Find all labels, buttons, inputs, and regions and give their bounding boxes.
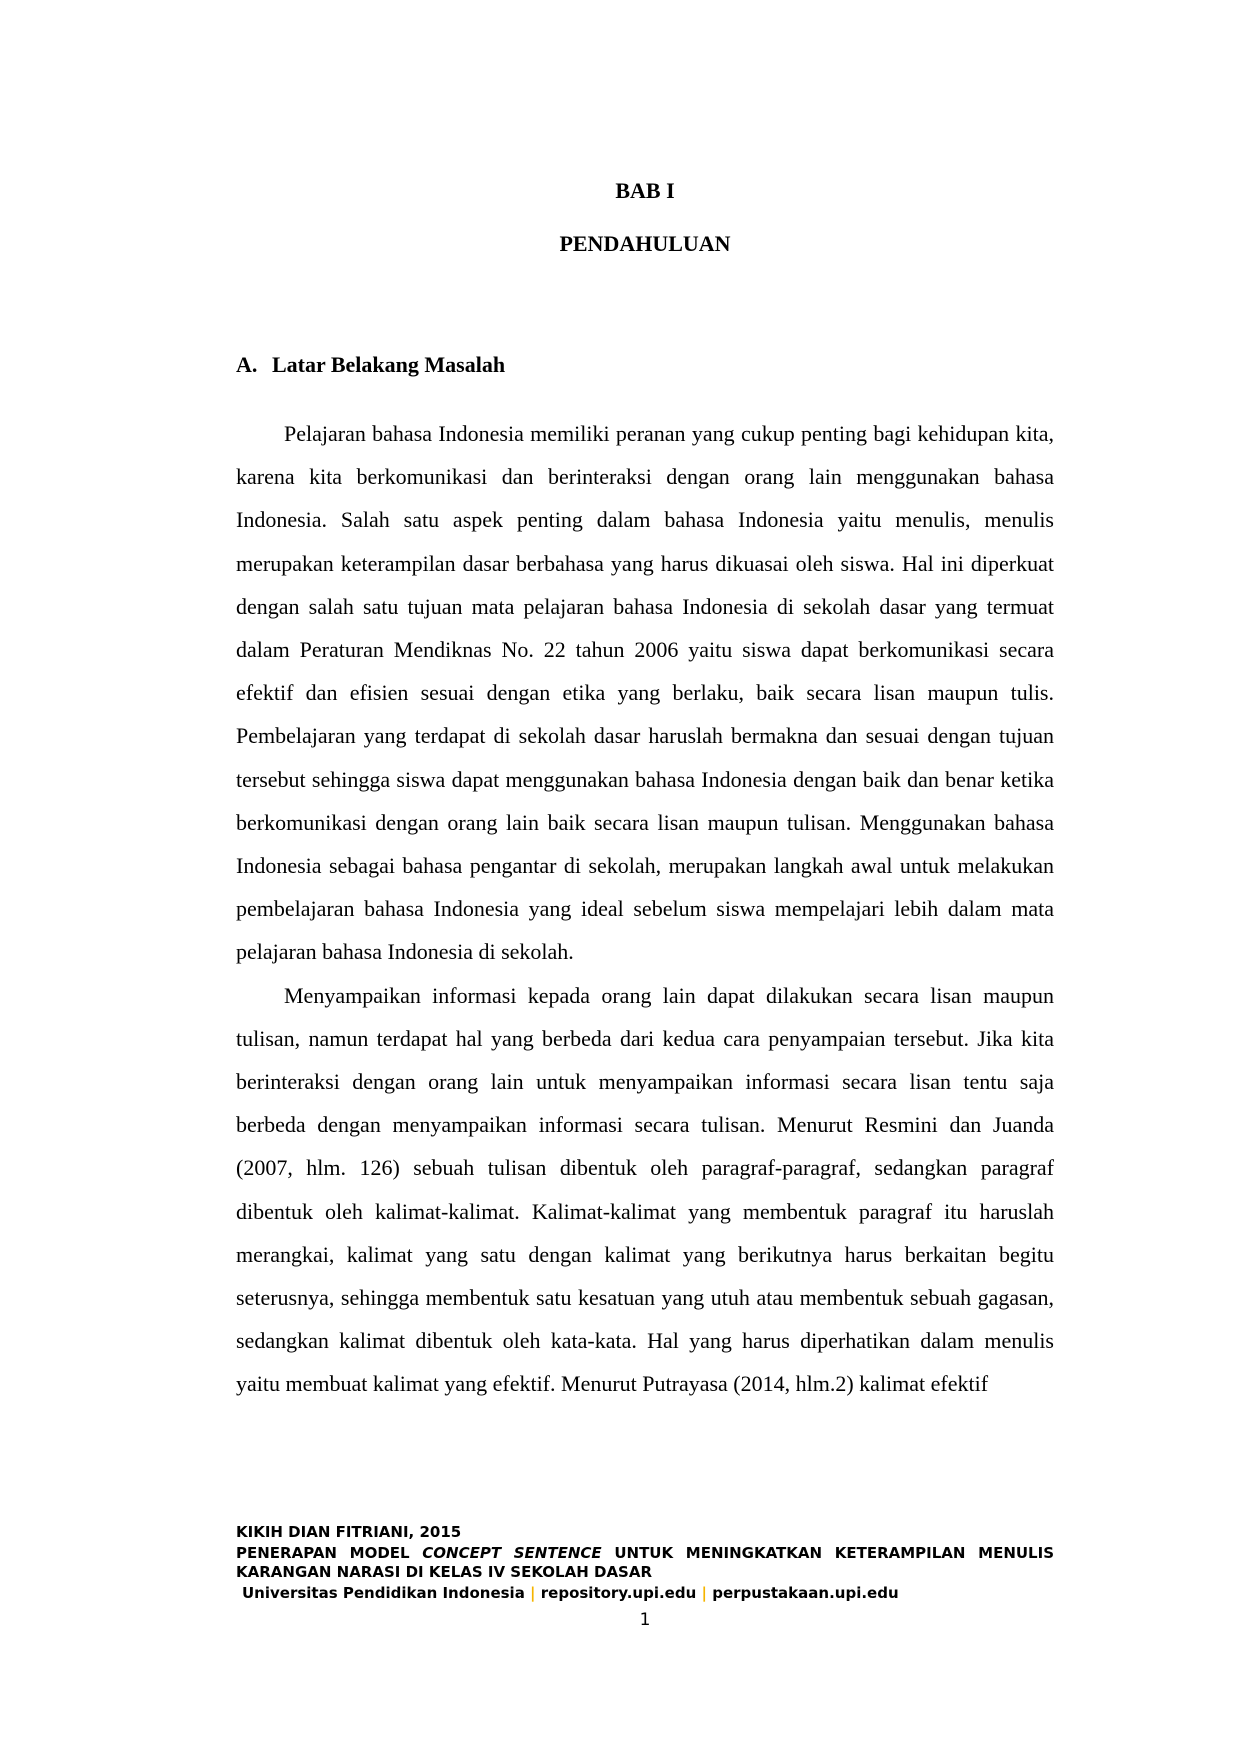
footer-author: KIKIH DIAN FITRIANI, 2015 (236, 1523, 462, 1541)
footer-thesis-title (236, 1544, 1054, 1582)
footer-title-end: UNTUK MENINGKATKAN KETERAMPILAN MENULIS KARANGAN NARASI DI KELAS IV SEKOLAH DASAR (236, 1544, 1054, 1581)
page-footer (236, 1523, 1054, 1603)
paragraph: Pelajaran bahasa Indonesia memiliki peranan yang cukup penting bagi kehidupan kita, karena kita berkomunikasi dan berinteraksi dengan orang lain menggunakan bahasa Indonesia. Salah satu aspek penting dalam bahasa Indonesia yaitu menulis, menulis merupakan keterampilan dasar berbahasa yang harus dikuasai oleh siswa. Hal ini diperkuat dengan salah satu tujuan mata pelajaran bahasa Indonesia di sekolah dasar yang termuat dalam Peraturan Mendiknas No. 22 tahun 2006 yaitu siswa dapat berkomunikasi secara efektif dan efisien sesuai dengan etika yang berlaku, baik secara lisan maupun tulis. Pembelajaran yang terdapat di sekolah dasar haruslah bermakna dan sesuai dengan tujuan tersebut sehingga siswa dapat menggunakan bahasa Indonesia dengan baik dan benar ketika berkomunikasi dengan orang lain baik secara lisan maupun tulisan. Menggunakan bahasa Indonesia sebagai bahasa pengantar di sekolah, merupakan langkah awal untuk melakukan pembelajaran bahasa Indonesia yang ideal sebelum siswa mempelajari lebih dalam mata pelajaran bahasa Indonesia di sekolah. (236, 421, 1054, 965)
footer-repository-link[interactable]: repository.upi.edu (540, 1584, 697, 1602)
footer-separator: | (701, 1584, 707, 1602)
footer-title-italic: CONCEPT SENTENCE (422, 1544, 602, 1562)
page-number: 1 (639, 1610, 651, 1630)
section-letter: A. (236, 352, 258, 377)
footer-links (242, 1584, 1054, 1603)
chapter-number: BAB I (615, 178, 675, 203)
section-title: Latar Belakang Masalah (272, 352, 506, 377)
footer-university: Universitas Pendidikan Indonesia (242, 1584, 525, 1602)
section-heading (236, 352, 505, 378)
footer-title-start: PENERAPAN MODEL (236, 1544, 423, 1562)
paragraph: Menyampaikan informasi kepada orang lain dapat dilakukan secara lisan maupun tulisan, namun terdapat hal yang berbeda dari kedua cara penyampaian tersebut. Jika kita berinteraksi dengan orang lain untuk menyampaikan informasi secara lisan tentu saja berbeda dengan menyampaikan informasi secara tulisan. Menurut Resmini dan Juanda (2007, hlm. 126) sebuah tulisan dibentuk oleh paragraf-paragraf, sedangkan paragraf dibentuk oleh kalimat-kalimat. Kalimat-kalimat yang membentuk paragraf itu haruslah merangkai, kalimat yang satu dengan kalimat yang berikutnya harus berkaitan begitu seterusnya, sehingga membentuk satu kesatuan yang utuh atau membentuk sebuah gagasan, sedangkan kalimat dibentuk oleh kata-kata. Hal yang harus diperhatikan dalam menulis yaitu membuat kalimat yang efektif. Menurut Putrayasa (2014, hlm.2) kalimat efektif (236, 982, 1054, 1397)
chapter-title: PENDAHULUAN (559, 231, 731, 256)
footer-library-link[interactable]: perpustakaan.upi.edu (712, 1584, 899, 1602)
footer-separator: | (530, 1584, 536, 1602)
body-text (236, 412, 1054, 1406)
